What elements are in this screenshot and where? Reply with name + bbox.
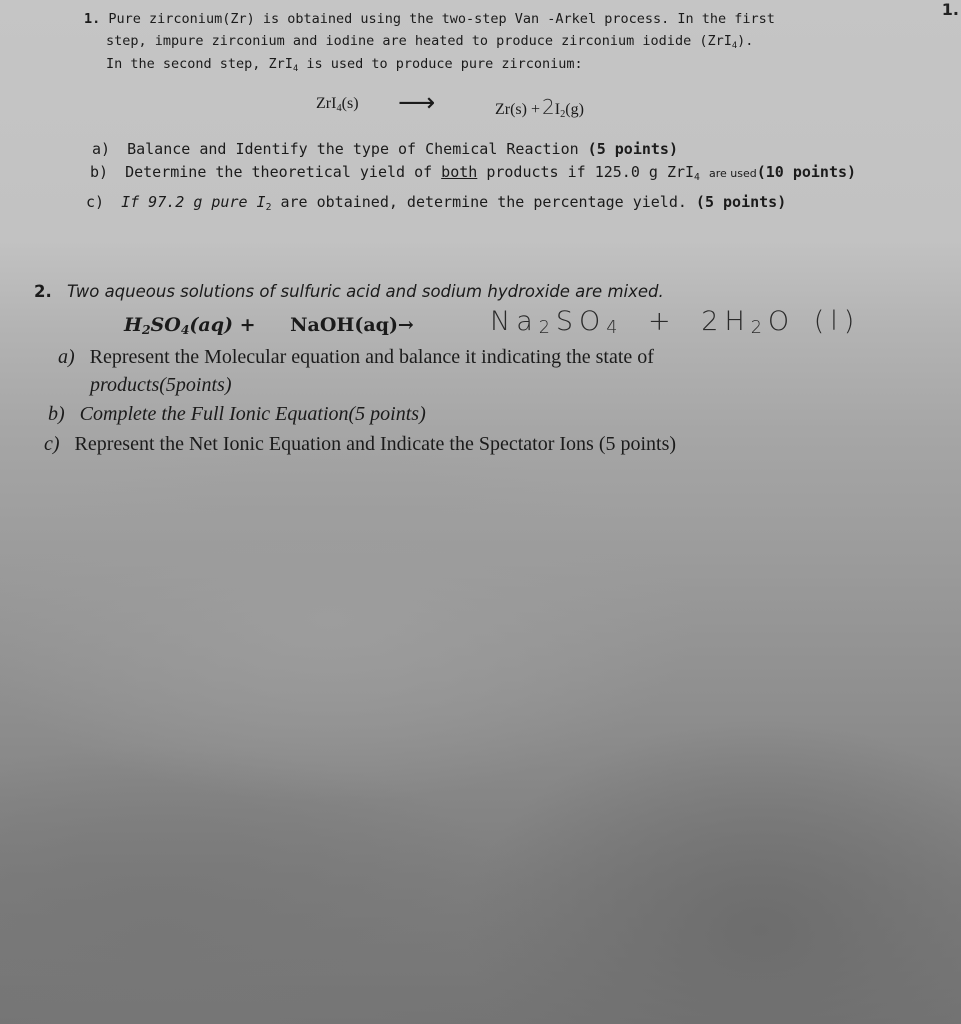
q2-equation-printed: $H_2SO_4(aq)$ + NaOH(aq)→: [124, 314, 414, 337]
q1-number: 1.: [84, 11, 101, 27]
q1-part-b: b) Determine the theoretical yield of both products if 125.0 g ZrI$_4$ are used(10 points): [90, 163, 857, 183]
q1-eq-arrow: ⟶: [398, 88, 436, 118]
q2-part-c: c) Represent the Net Ionic Equation and Indicate the Spectator Ions (5 points): [44, 433, 677, 455]
q2-part-a-line1: a) Represent the Molecular equation and balance it indicating the state of: [58, 346, 654, 368]
q2-part-a-line2: products(5points): [90, 374, 232, 396]
q1-handwritten-coefficient: 2: [542, 95, 555, 119]
q1-part-a: a) Balance and Identify the type of Chemical Reaction (5 points): [92, 140, 678, 158]
q2-intro: 2. Two aqueous solutions of sulfuric acid and sodium hydroxide are mixed.: [34, 282, 664, 301]
q1-intro-line2: step, impure zirconium and iodine are heated to produce zirconium iodide (ZrI$_4$).: [106, 33, 754, 51]
q1-eq-products: $Zr(s) + 2I_2(g)$: [495, 95, 584, 120]
q2-equation-handwritten: $Na_2SO_4 + 2H_2O$ (l): [490, 306, 861, 338]
q1-eq-reactant: ZrI$_4$(s): [316, 95, 359, 114]
q2-part-b: b) Complete the Full Ionic Equation(5 points): [48, 403, 426, 425]
edge-mark: 1.: [941, 0, 959, 19]
q1-intro-line1: 1. Pure zirconium(Zr) is obtained using the two-step Van -Arkel process. In the first: [84, 11, 775, 27]
q2-number: 2.: [34, 282, 52, 301]
q1-part-c: c) If 97.2 g pure $I_2$ are obtained, determine the percentage yield. (5 points): [86, 193, 787, 213]
q1-intro-line3: In the second step, ZrI$_4$ is used to produce pure zirconium:: [106, 56, 583, 74]
